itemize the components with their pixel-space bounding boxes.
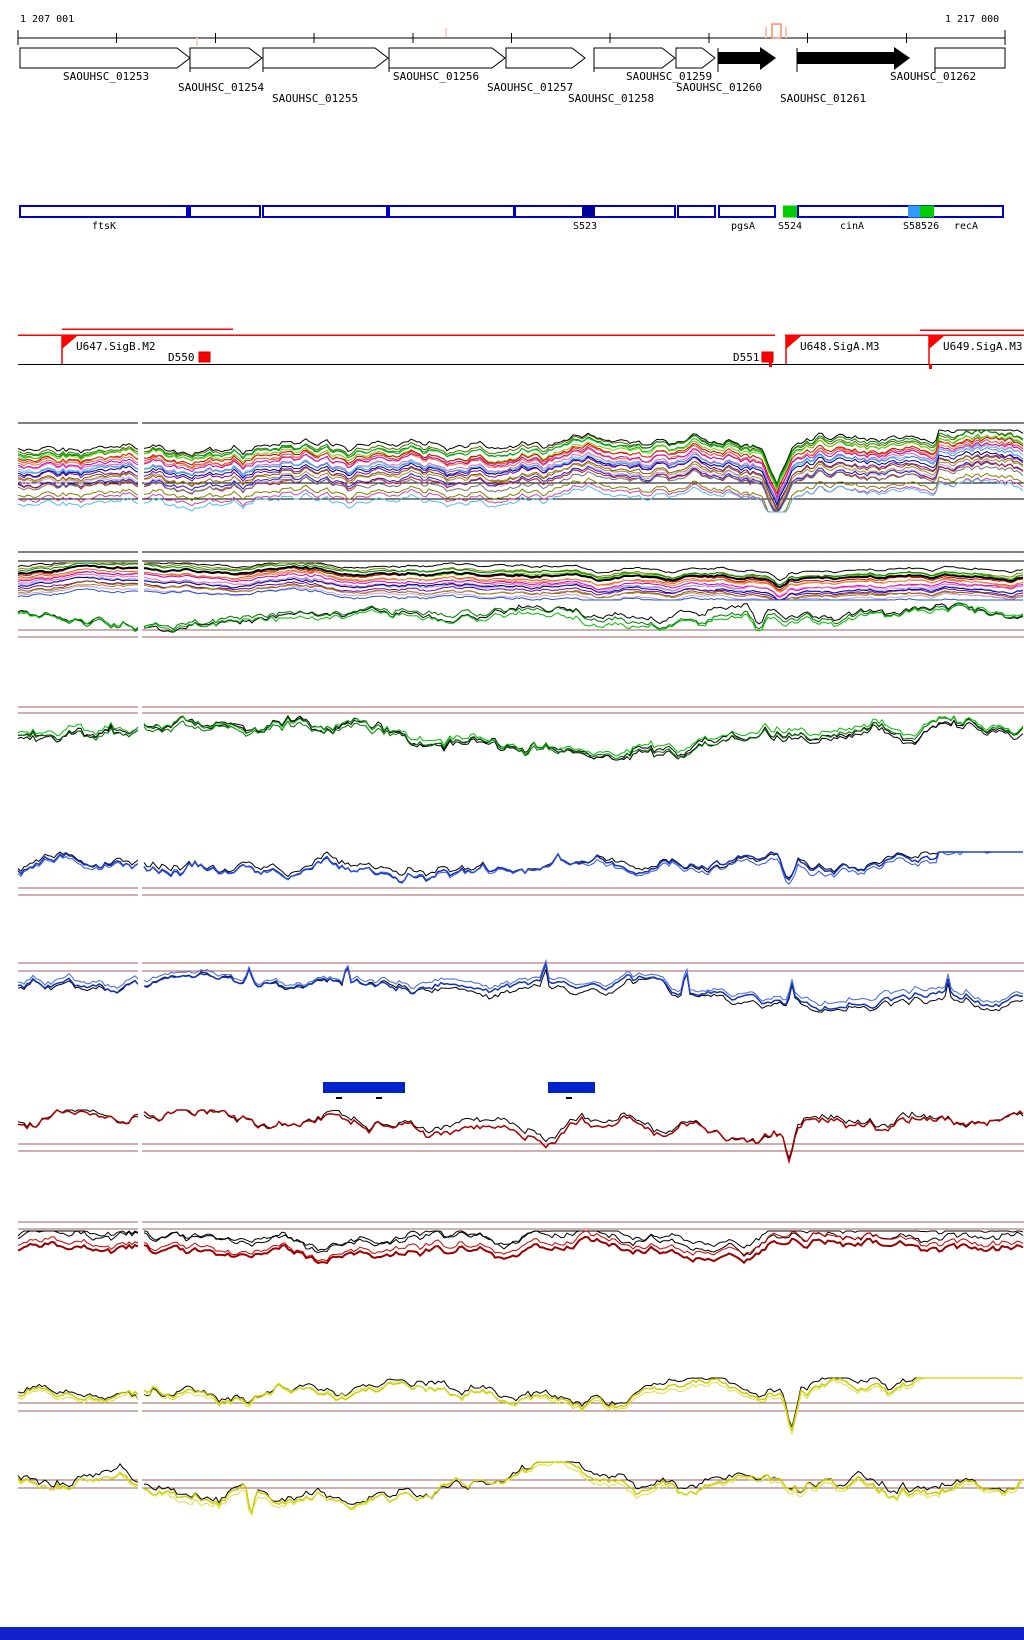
dbox-marker[interactable] [199, 352, 210, 362]
ruler-start-coordinate: 1 207 001 [20, 14, 75, 25]
gene-arrow-head[interactable] [760, 47, 776, 70]
ruler-highlight-mark [445, 28, 447, 37]
feature-box[interactable] [389, 206, 514, 217]
gene-arrow[interactable] [389, 48, 505, 68]
gene-arrow[interactable] [263, 48, 388, 68]
ruler-highlight-mark [196, 38, 198, 46]
red-bundle-track-trace [144, 1237, 1023, 1263]
green-track-1-trace [18, 611, 138, 630]
gene-arrow[interactable] [594, 48, 675, 68]
gene-label: SAOUHSC_01262 [890, 70, 977, 83]
array-bundle-top-trace [144, 466, 1023, 512]
segment-bar[interactable] [548, 1082, 595, 1093]
gene-label: SAOUHSC_01261 [780, 92, 867, 105]
blue-track-2-trace [144, 968, 1023, 1012]
feature-label: S523 [573, 221, 598, 232]
gene-arrow-head[interactable] [894, 47, 910, 70]
flag-label: U647.SigB.M2 [76, 340, 156, 353]
array-bundle-top-trace [144, 445, 1023, 501]
gene-label: SAOUHSC_01254 [178, 81, 265, 94]
red-bundle-track-trace [144, 1231, 1023, 1256]
feature-box[interactable] [263, 206, 387, 217]
dbox-label: D551 [733, 351, 760, 364]
column-separator [138, 420, 142, 1518]
ruler-end-coordinate: 1 217 000 [945, 14, 1000, 25]
darkred-track-trace [18, 1110, 138, 1129]
gene-label: SAOUHSC_01259 [626, 70, 713, 83]
flag-label: U648.SigA.M3 [800, 340, 880, 353]
gene-arrow[interactable] [20, 48, 190, 68]
feature-box[interactable] [719, 206, 775, 217]
flag-label: U649.SigA.M3 [943, 340, 1023, 353]
feature-block[interactable] [582, 206, 595, 218]
small-red-tick [929, 364, 932, 369]
feature-label: ftsK [92, 221, 117, 232]
feature-block[interactable] [783, 206, 797, 218]
feature-block[interactable] [908, 206, 920, 218]
feature-box[interactable] [798, 206, 1003, 217]
yellow-track-2-trace [144, 1462, 1023, 1513]
gene-label: SAOUHSC_01258 [568, 92, 655, 105]
flag-pennant-icon[interactable] [62, 336, 77, 349]
gene-arrow[interactable] [190, 48, 262, 68]
gene-label: SAOUHSC_01260 [676, 81, 763, 94]
feature-label: pgsA [731, 221, 756, 232]
gene-arrow[interactable] [935, 48, 1005, 68]
gene-label: SAOUHSC_01257 [487, 81, 574, 94]
blue-track-1-trace [144, 852, 1023, 878]
darkred-track-trace [144, 1110, 1023, 1161]
gene-label: SAOUHSC_01253 [63, 70, 150, 83]
feature-box[interactable] [190, 206, 260, 217]
feature-box[interactable] [20, 206, 188, 217]
dbox-label: D550 [168, 351, 195, 364]
flag-pennant-icon[interactable] [929, 336, 944, 349]
bottom-entry-bar[interactable] [0, 1627, 1024, 1640]
segment-dash [376, 1097, 382, 1099]
segment-bar[interactable] [323, 1082, 405, 1093]
feature-label: recA [954, 221, 979, 232]
ruler-highlight-mark [785, 27, 787, 38]
green-track-1-trace [18, 613, 138, 631]
feature-block[interactable] [186, 206, 190, 218]
ruler-highlight-mark [765, 27, 767, 38]
gene-label: SAOUHSC_01255 [272, 92, 359, 105]
gene-arrow[interactable] [676, 48, 715, 68]
ruler-highlight-box [772, 24, 781, 38]
gene-arrow[interactable] [797, 52, 894, 64]
feature-label: cinA [840, 221, 865, 232]
feature-block[interactable] [920, 206, 934, 218]
feature-box[interactable] [678, 206, 715, 217]
gene-arrow[interactable] [506, 48, 585, 68]
green-track-1-trace [144, 605, 1023, 629]
red-bundle-track-trace [18, 1231, 138, 1240]
flag-pennant-icon[interactable] [786, 336, 801, 349]
segment-dash [566, 1097, 572, 1099]
dbox-marker[interactable] [762, 352, 773, 362]
array-bundle-top-trace [144, 455, 1023, 509]
gene-label: SAOUHSC_01256 [393, 70, 480, 83]
yellow-track-1-trace [18, 1387, 138, 1402]
green-track-2-trace [18, 723, 138, 736]
feature-label: S58526 [903, 221, 940, 232]
small-red-tick [769, 362, 772, 367]
feature-label: S524 [778, 221, 803, 232]
segment-dash [336, 1097, 342, 1099]
gene-arrow[interactable] [718, 52, 760, 64]
yellow-track-1-trace [18, 1390, 138, 1404]
